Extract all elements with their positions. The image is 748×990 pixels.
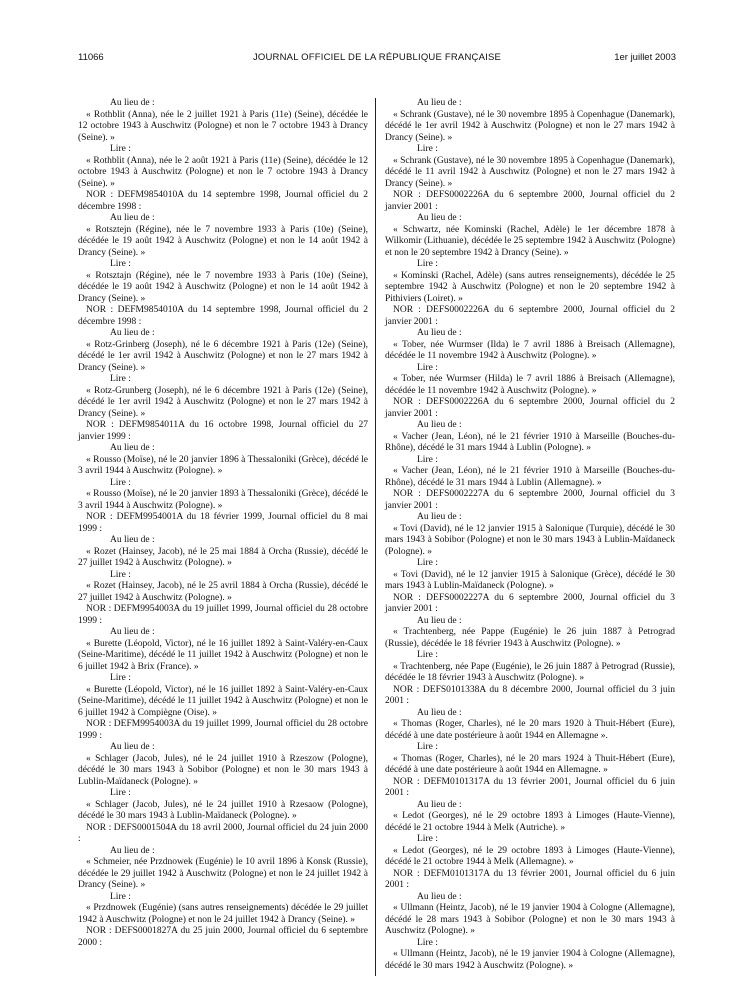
section-label: Lire : — [110, 788, 131, 798]
entry-text: « Vacher (Jean, Léon), né le 21 février 1910 à Marseille (Bouches-du-Rhône), décédé le 31 mars 1944 à Lublin (Pologne). » — [385, 431, 675, 453]
entry-text: « Tober, née Wurmser (Hilda) le 7 avril 1886 à Breisach (Allemagne), décédée le 11 novembre 1942 à Auschwitz (Pologne). » — [385, 374, 675, 396]
entry-text: « Schmeier, née Przdnowek (Eugénie) le 10 avril 1896 à Konsk (Russie), décédée le 29 juillet 1942 à Auschwitz (Pologne) et non le 24 juillet 1942 à Drancy (Seine). » — [78, 857, 368, 890]
entry-text: « Rozet (Hainsey, Jacob), né le 25 avril 1884 à Orcha (Russie), décédé le 27 juillet 1942 à Auschwitz (Pologne). » — [78, 581, 368, 603]
entry-text: « Rousso (Moïse), né le 20 janvier 1896 à Thessaloniki (Grèce), décédé le 3 avril 1944 à Auschwitz (Pologne). » — [78, 454, 368, 476]
entry-text: « Schrank (Gustave), né le 30 novembre 1895 à Copenhague (Danemark), décédé le 1er avril 1942 à Auschwitz (Pologne) et non le 27 mars 1942 à Drancy (Seine). » — [385, 109, 675, 143]
right-column — [385, 98, 675, 972]
nor-reference: NOR : DEFS0002226A du 6 septembre 2000, Journal officiel du 2 janvier 2001 : — [385, 397, 675, 419]
nor-reference: NOR : DEFM9854010A du 14 septembre 1998, Journal officiel du 2 décembre 1998 : — [78, 305, 368, 327]
entry-text: « Rothblit (Anna), née le 2 juillet 1921 à Paris (11e) (Seine), décédée le 12 octobre 1943 à Auschwitz (Pologne) et non le 7 octobre 1943 à Drancy (Seine). » — [78, 109, 368, 143]
section-label: Au lieu de : — [110, 213, 155, 223]
section-label: Lire : — [110, 144, 131, 154]
page-header — [78, 52, 676, 64]
section-label: Au lieu de : — [417, 707, 462, 718]
section-label: Lire : — [417, 454, 438, 465]
section-label: Lire : — [110, 477, 131, 488]
column-divider — [375, 98, 376, 976]
section-label: Lire : — [110, 673, 131, 683]
section-label: Lire : — [417, 558, 438, 568]
section-label: Lire : — [417, 362, 438, 373]
nor-reference: NOR : DEFS0001827A du 25 juin 2000, Journal officiel du 6 septembre 2000 : — [78, 926, 368, 948]
entry-text: « Burette (Léopold, Victor), né le 16 juillet 1892 à Saint-Valéry-en-Caux (Seine-Maritime), décédé le 11 juillet 1942 à Auschwitz (Pologne) et non le 6 juillet 1942 à Brix (France). » — [78, 638, 368, 672]
page-number: 11066 — [78, 52, 104, 63]
entry-text: « Ullmann (Heintz, Jacob), né le 19 janvier 1904 à Cologne (Allemagne), décédé le 30 mars 1942 à Auschwitz (Pologne). » — [385, 949, 675, 971]
entry-text: « Vacher (Jean, Léon), né le 21 février 1910 à Marseille (Bouches-du-Rhône), décédé le 31 mars 1944 à Lublin (Allemagne). » — [385, 466, 675, 488]
entry-text: « Burette (Léopold, Victor), né le 16 juillet 1892 à Saint-Valéry-en-Caux (Seine-Maritime), décédé le 11 juillet 1942 à Auschwitz (Pologne) et non le 6 juillet 1942 à Compiègne (Oise). » — [78, 684, 368, 718]
section-label: Au lieu de : — [110, 443, 155, 453]
entry-text: « Ledot (Georges), né le 29 octobre 1893 à Limoges (Haute-Vienne), décédé le 21 octobre 1944 à Melk (Allemagne). » — [385, 845, 675, 867]
entry-text: « Trachtenberg, née Pape (Eugénie), le 26 juin 1887 à Petrograd (Russie), décédée le 18 février 1943 à Auschwitz (Pologne). » — [385, 661, 675, 683]
nor-reference: NOR : DEFS0002227A du 6 septembre 2000, Journal officiel du 3 janvier 2001 : — [385, 489, 675, 511]
entry-text: « Tober, née Wurmser (Ilda) le 7 avril 1886 à Breisach (Allemagne), décédée le 11 novembre 1942 à Auschwitz (Pologne). » — [385, 339, 675, 361]
section-label: Lire : — [417, 144, 438, 154]
section-label: Au lieu de : — [110, 742, 155, 752]
section-label: Lire : — [417, 834, 438, 844]
nor-reference: NOR : DEFM9854010A du 14 septembre 1998, Journal officiel du 2 décembre 1998 : — [78, 190, 368, 212]
section-label: Au lieu de : — [110, 845, 155, 856]
section-label: Au lieu de : — [110, 328, 155, 338]
entry-text: « Rotz-Grunberg (Joseph), né le 6 décembre 1921 à Paris (12e) (Seine), décédé le 1er avril 1942 à Auschwitz (Pologne) et non le 27 mars 1942 à Drancy (Seine). » — [78, 385, 368, 419]
entry-text: « Schlager (Jacob, Jules), né le 24 juillet 1910 à Rzesaow (Pologne), décédé le 30 mars 1943 à Lublin-Maïdaneck (Pologne). » — [78, 799, 368, 821]
nor-reference: NOR : DEFM9954001A du 18 février 1999, Journal officiel du 8 mai 1999 : — [78, 512, 368, 534]
section-label: Lire : — [417, 742, 438, 752]
entry-text: « Thomas (Roger, Charles), né le 20 mars 1920 à Thuit-Hébert (Eure), décédé à une date postérieure à août 1944 en Allemagne ». — [385, 719, 675, 741]
entry-text: « Ledot (Georges), né le 29 octobre 1893 à Limoges (Haute-Vienne), décédé le 21 octobre 1944 à Melk (Autriche). » — [385, 811, 675, 833]
nor-reference: NOR : DEFS0001504A du 18 avril 2000, Journal officiel du 24 juin 2000 : — [78, 822, 368, 844]
section-label: Lire : — [417, 259, 438, 269]
section-label: Au lieu de : — [417, 512, 462, 522]
entry-text: « Thomas (Roger, Charles), né le 20 mars 1924 à Thuit-Hébert (Eure), décédé à une date postérieure à août 1944 en Allemagne. » — [385, 753, 675, 775]
entry-text: « Schlager (Jacob, Jules), né le 24 juillet 1910 à Rzeszow (Pologne), décédé le 30 mars 1943 à Sobibor (Pologne) et non le 30 mars 1943 à Lublin-Maïdaneck (Pologne). » — [78, 753, 368, 787]
section-label: Au lieu de : — [417, 328, 462, 338]
section-label: Lire : — [110, 374, 131, 384]
nor-reference: NOR : DEFS0002227A du 6 septembre 2000, Journal officiel du 3 janvier 2001 : — [385, 592, 675, 614]
nor-reference: NOR : DEFS0002226A du 6 septembre 2000, Journal officiel du 2 janvier 2001 : — [385, 305, 675, 327]
section-label: Au lieu de : — [110, 627, 155, 637]
entry-text: « Rotz-Grinberg (Joseph), né le 6 décembre 1921 à Paris (12e) (Seine), décédé le 1er avril 1942 à Auschwitz (Pologne) et non le 27 mars 1942 à Drancy (Seine). » — [78, 339, 368, 373]
section-label: Au lieu de : — [110, 98, 155, 108]
journal-title: JOURNAL OFFICIEL DE LA RÉPUBLIQUE FRANÇAISE — [252, 52, 502, 63]
entry-text: « Rothblit (Anna), née le 2 août 1921 à Paris (11e) (Seine), décédée le 12 octobre 1943 à Auschwitz (Pologne) et non le 7 octobre 1943 à Drancy (Seine). » — [78, 155, 368, 189]
entry-text: « Rozet (Hainsey, Jacob), né le 25 mai 1884 à Orcha (Russie), décédé le 27 juillet 1942 à Auschwitz (Pologne). » — [78, 546, 368, 568]
section-label: Au lieu de : — [417, 420, 462, 430]
entry-text: « Trachtenberg, née Pappe (Eugénie) le 26 juin 1887 à Petrograd (Russie), décédée le 18 février 1943 à Auschwitz (Pologne). » — [385, 627, 675, 649]
section-label: Lire : — [417, 937, 438, 948]
nor-reference: NOR : DEFS0101338A du 8 décembre 2000, Journal officiel du 3 juin 2001 : — [385, 684, 675, 706]
section-label: Au lieu de : — [417, 615, 462, 626]
nor-reference: NOR : DEFS0002226A du 6 septembre 2000, Journal officiel du 2 janvier 2001 : — [385, 190, 675, 212]
entry-text: « Kominski (Rachel, Adèle) (sans autres renseignements), décédée le 25 septembre 1942 à Auschwitz (Pologne) et non le 20 septembre 1942 à Pithiviers (Loiret). » — [385, 270, 675, 304]
section-label: Lire : — [417, 650, 438, 660]
left-column — [78, 98, 368, 949]
entry-text: « Schwartz, née Kominski (Rachel, Adèle) le 1er décembre 1878 à Wilkomir (Lithuanie), décédée le 25 septembre 1942 à Auschwitz (Pologne) et non le 20 septembre 1942 à Drancy (Seine). » — [385, 224, 675, 258]
entry-text: « Tovi (David), né le 12 janvier 1915 à Salonique (Turquie), décédé le 30 mars 1943 à Sobibor (Pologne) et non le 30 mars 1943 à Lublin-Maïdaneck (Pologne). » — [385, 523, 675, 557]
nor-reference: NOR : DEFM0101317A du 13 février 2001, Journal officiel du 6 juin 2001 : — [385, 776, 675, 798]
entry-text: « Tovi (David), né le 12 janvier 1915 à Salonique (Grèce), décédé le 30 mars 1943 à Lublin-Maïdaneck (Pologne). » — [385, 569, 675, 591]
entry-text: « Przdnowek (Eugénie) (sans autres renseignements) décédée le 29 juillet 1942 à Auschwitz (Pologne) et non le 24 juillet 1942 à Drancy (Seine). » — [78, 903, 368, 925]
section-label: Au lieu de : — [417, 98, 462, 108]
section-label: Au lieu de : — [417, 213, 462, 223]
entry-text: « Rotsztejn (Régine), née le 7 novembre 1933 à Paris (10e) (Seine), décédée le 19 août 1942 à Auschwitz (Pologne) et non le 14 août 1942 à Drancy (Seine). » — [78, 224, 368, 258]
nor-reference: NOR : DEFM0101317A du 13 février 2001, Journal officiel du 6 juin 2001 : — [385, 868, 675, 890]
nor-reference: NOR : DEFM9854011A du 16 octobre 1998, Journal officiel du 27 janvier 1999 : — [78, 420, 368, 442]
section-label: Lire : — [110, 569, 131, 580]
nor-reference: NOR : DEFM9954003A du 19 juillet 1999, Journal officiel du 28 octobre 1999 : — [78, 719, 368, 741]
entry-text: « Rousso (Moïse), né le 20 janvier 1893 à Thessaloniki (Grèce), décédé le 3 avril 1944 à Auschwitz (Pologne). » — [78, 489, 368, 511]
issue-date: 1er juillet 2003 — [614, 52, 676, 63]
section-label: Lire : — [110, 259, 131, 269]
section-label: Au lieu de : — [417, 799, 462, 810]
section-label: Lire : — [110, 891, 131, 902]
entry-text: « Rotsztajn (Régine), née le 7 novembre 1933 à Paris (10e) (Seine), décédée le 19 août 1942 à Auschwitz (Pologne) et non le 14 août 1942 à Drancy (Seine). » — [78, 270, 368, 304]
section-label: Au lieu de : — [417, 891, 462, 902]
nor-reference: NOR : DEFM9954003A du 19 juillet 1999, Journal officiel du 28 octobre 1999 : — [78, 604, 368, 626]
entry-text: « Schrank (Gustave), né le 30 novembre 1895 à Copenhague (Danemark), décédé le 11 avril 1942 à Auschwitz (Pologne) et non le 27 mars 1942 à Drancy (Seine). » — [385, 155, 675, 189]
section-label: Au lieu de : — [110, 535, 155, 545]
entry-text: « Ullmann (Heintz, Jacob), né le 19 janvier 1904 à Cologne (Allemagne), décédé le 28 mars 1943 à Sobibor (Pologne) et non le 30 mars 1943 à Auschwitz (Pologne). » — [385, 903, 675, 936]
